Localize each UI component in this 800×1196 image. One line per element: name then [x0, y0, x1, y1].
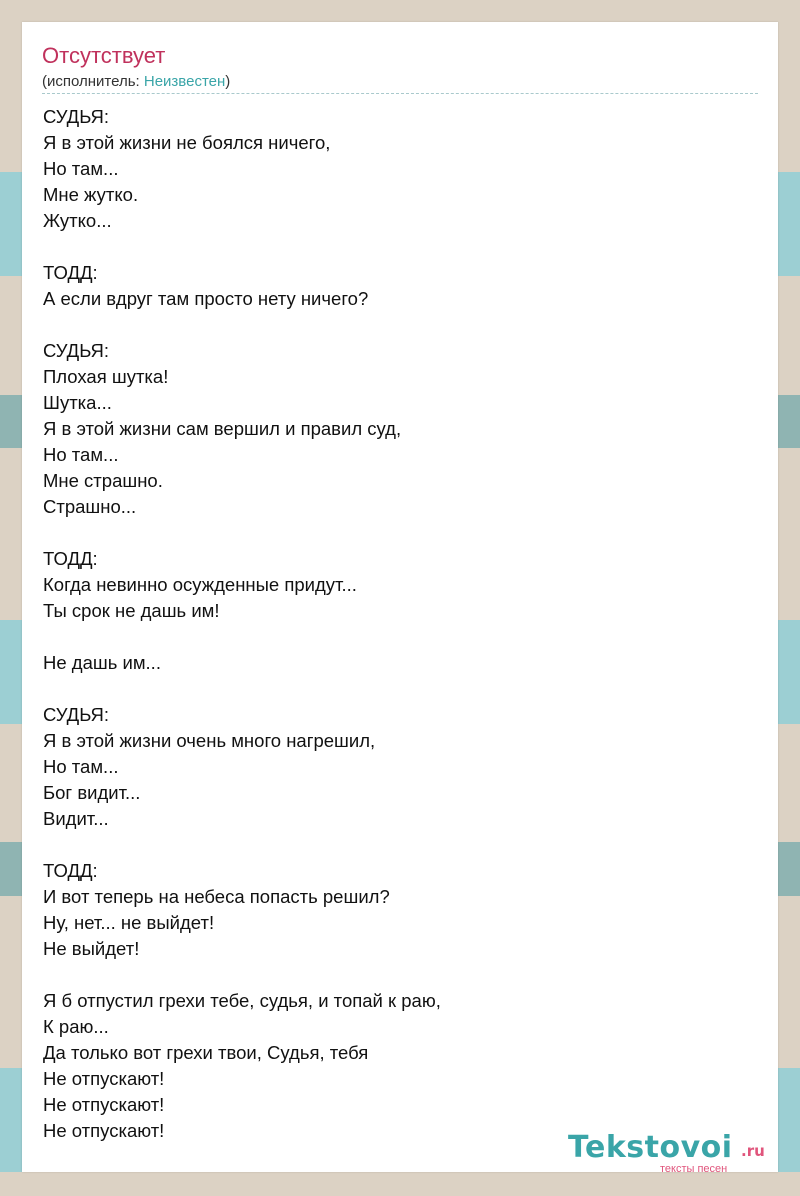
lyrics-blank-line — [43, 962, 743, 988]
song-meta — [42, 73, 230, 91]
logo-tld: .ru — [741, 1142, 765, 1160]
lyrics-line: ТОДД: — [43, 548, 98, 569]
artist-link[interactable]: Неизвестен — [143, 73, 226, 90]
song-title: Отсутствует — [42, 43, 166, 68]
lyrics-line: Но там... — [43, 444, 119, 465]
lyrics-line: И вот теперь на небеса попасть решил? — [43, 886, 390, 907]
lyrics-blank-line — [43, 624, 743, 650]
lyrics-line: Когда невинно осужденные придут... — [43, 574, 357, 595]
lyrics-line: Ты срок не дашь им! — [43, 600, 220, 621]
lyrics-blank-line — [43, 234, 743, 260]
lyrics-line: Не отпускают! — [43, 1068, 165, 1089]
lyrics-blank-line — [43, 832, 743, 858]
lyrics-line: Жутко... — [43, 210, 112, 231]
lyrics-line: Плохая шутка! — [43, 366, 169, 387]
lyrics-line: Не дашь им... — [43, 652, 161, 673]
lyrics-line: Но там... — [43, 158, 119, 179]
lyrics-card — [22, 22, 778, 1172]
lyrics-line: Ну, нет... не выйдет! — [43, 912, 215, 933]
lyrics-line: Я б отпустил грехи тебе, судья, и топай к раю, — [43, 990, 441, 1011]
lyrics-blank-line — [43, 312, 743, 338]
lyrics-blank-line — [43, 676, 743, 702]
lyrics-line: Я в этой жизни очень много нагрешил, — [43, 730, 376, 751]
lyrics-line: Бог видит... — [43, 782, 141, 803]
artist-suffix: ) — [225, 73, 231, 90]
lyrics-line: Видит... — [43, 808, 109, 829]
lyrics-text — [43, 104, 743, 1144]
lyrics-line: Не выйдет! — [43, 938, 140, 959]
lyrics-line: СУДЬЯ: — [43, 106, 110, 127]
lyrics-line: СУДЬЯ: — [43, 704, 110, 725]
lyrics-line: СУДЬЯ: — [43, 340, 110, 361]
lyrics-blank-line — [43, 520, 743, 546]
lyrics-line: Не отпускают! — [43, 1094, 165, 1115]
lyrics-line: Страшно... — [43, 496, 137, 517]
lyrics-line: Я в этой жизни сам вершил и правил суд, — [43, 418, 402, 439]
lyrics-line: К раю... — [43, 1016, 109, 1037]
logo-name: Tekstovoi — [568, 1130, 733, 1165]
lyrics-line: Шутка... — [43, 392, 112, 413]
artist-prefix: (исполнитель: — [42, 73, 144, 90]
lyrics-line: ТОДД: — [43, 860, 98, 881]
lyrics-line: А если вдруг там просто нету ничего? — [43, 288, 369, 309]
lyrics-line: Да только вот грехи твои, Судья, тебя — [43, 1042, 369, 1063]
divider — [42, 93, 758, 94]
lyrics-line: Мне жутко. — [43, 184, 139, 205]
site-logo[interactable] — [568, 1130, 778, 1180]
lyrics-line: Но там... — [43, 756, 119, 777]
lyrics-line: ТОДД: — [43, 262, 98, 283]
lyrics-line: Я в этой жизни не боялся ничего, — [43, 132, 331, 153]
logo-tagline: тексты песен — [660, 1163, 728, 1175]
lyrics-line: Мне страшно. — [43, 470, 163, 491]
lyrics-line: Не отпускают! — [43, 1120, 165, 1141]
